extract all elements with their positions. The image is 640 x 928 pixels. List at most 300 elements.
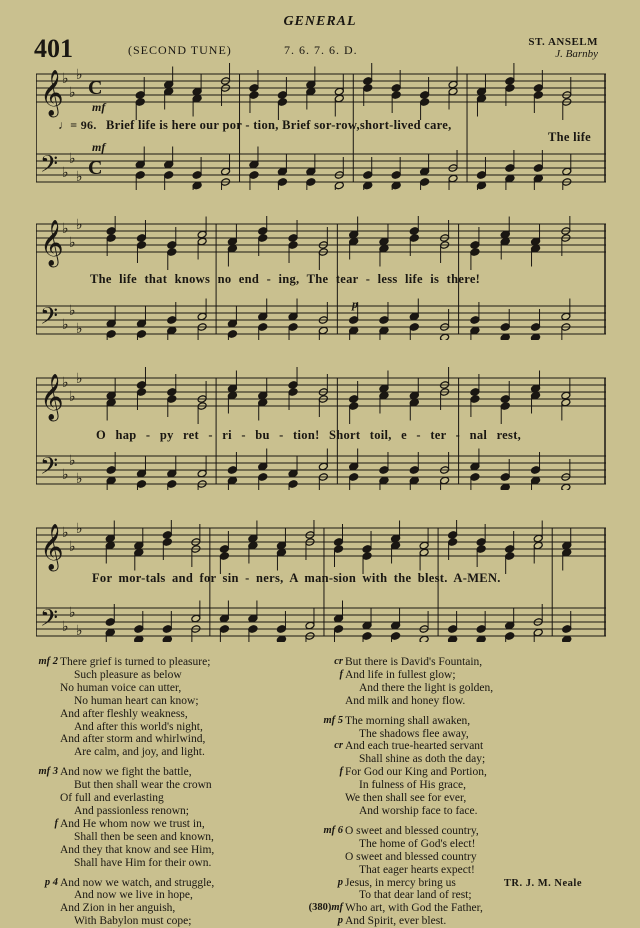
note-head	[533, 628, 543, 637]
note-head	[470, 316, 480, 325]
note-head	[505, 552, 515, 561]
note-head	[362, 632, 372, 641]
note-head	[164, 80, 174, 89]
note-head	[277, 98, 287, 107]
note-head	[258, 473, 268, 482]
flat-icon: ♭	[76, 218, 83, 233]
note-head	[135, 160, 145, 169]
note-head	[167, 241, 177, 250]
note-head	[349, 237, 359, 246]
note-head	[391, 171, 401, 180]
verse-line: Are calm, and joy, and light.	[74, 746, 205, 759]
verse-line: Such pleasure as below	[74, 668, 182, 681]
note-head	[533, 174, 543, 183]
note-head	[106, 319, 116, 328]
note-head	[162, 538, 172, 547]
note-head	[500, 473, 510, 482]
verse-line: We then shall see for ever,	[345, 792, 467, 805]
note-head	[227, 466, 237, 475]
verse-line: With Babylon must cope;	[74, 915, 192, 928]
note-head	[533, 84, 543, 93]
lyric-line-4: For mor-tals and for sin - ners, A man-sion with the blest. A-MEN.	[92, 571, 501, 585]
dynamic-mf-treble: mf	[92, 100, 106, 114]
note-head	[470, 248, 480, 257]
note-head	[221, 167, 231, 176]
note-head	[258, 462, 268, 471]
note-head	[349, 395, 359, 404]
note-head	[288, 241, 298, 250]
note-head	[288, 234, 298, 243]
flat-icon: ♭	[76, 68, 83, 83]
verse-line: No human voice can utter,	[60, 681, 182, 694]
flat-icon: ♭	[62, 72, 69, 87]
note-head	[258, 227, 268, 236]
verse-line: Shall have Him for their own.	[74, 856, 212, 869]
note-head	[349, 473, 359, 482]
note-head	[409, 227, 419, 236]
note-head	[533, 164, 543, 173]
verse-line: p 4 And now we watch, and struggle,	[60, 877, 330, 890]
note-head	[136, 234, 146, 243]
note-head	[505, 77, 515, 86]
note-head	[505, 164, 515, 173]
dynamic-mark: p	[337, 915, 343, 927]
meter: 7. 6. 7. 6. D.	[284, 43, 358, 57]
note-head	[305, 621, 315, 630]
note-head	[363, 84, 373, 93]
note-head	[349, 402, 359, 411]
flat-icon: ♭	[69, 454, 76, 469]
verse-line: But then shall wear the crown	[74, 779, 212, 792]
note-head	[277, 178, 287, 187]
note-head	[106, 234, 116, 243]
note-head	[105, 628, 115, 637]
note-head	[531, 323, 541, 332]
note-head	[227, 330, 237, 339]
note-head	[276, 548, 286, 557]
verse-line: f And He whom now we trust in,	[60, 818, 330, 831]
verse-line: And now we live in hope,	[74, 889, 193, 902]
note-head	[258, 312, 268, 321]
verse-line: p And Spirit, ever blest.	[345, 915, 605, 928]
note-head	[248, 625, 258, 634]
note-head	[136, 388, 146, 397]
bass-clef-icon: 𝄢	[40, 302, 59, 335]
note-head	[500, 323, 510, 332]
verse-line: And they that know and see Him,	[60, 843, 215, 856]
note-head	[561, 391, 571, 400]
verse-line: And there the light is golden,	[359, 681, 494, 694]
dynamic-mark: mf 3	[38, 766, 58, 778]
note-head	[164, 87, 174, 96]
verse-line: mf 2 There grief is turned to pleasure;	[60, 656, 330, 669]
verse-line: And after storm and whirlwind,	[60, 733, 206, 746]
note-head	[420, 167, 430, 176]
note-head	[562, 548, 572, 557]
flat-icon: ♭	[76, 170, 83, 185]
dynamic-mark: mf	[331, 902, 343, 914]
note-head	[227, 237, 237, 246]
note-head	[500, 395, 510, 404]
lyric-line-2: The life that knows no end - ing, The tear - less life is there!	[90, 272, 481, 286]
note-head	[167, 326, 177, 335]
note-head	[136, 241, 146, 250]
note-head	[197, 469, 207, 478]
note-head	[531, 384, 541, 393]
verse-line: And Zion in her anguish,	[60, 902, 176, 915]
note-head	[379, 476, 389, 485]
note-head	[106, 476, 116, 485]
note-head	[391, 632, 401, 641]
flat-icon: ♭	[62, 526, 69, 541]
common-time-icon: C	[88, 157, 103, 179]
note-head	[135, 91, 145, 100]
note-head	[349, 462, 359, 471]
note-head	[379, 316, 389, 325]
note-head	[192, 94, 202, 103]
note-head	[192, 171, 202, 180]
verse-line: f And life in fullest glow;	[345, 669, 605, 682]
verse-line: And passionless renown;	[74, 804, 189, 817]
flat-icon: ♭	[76, 322, 83, 337]
note-head	[334, 538, 344, 547]
note-head	[136, 330, 146, 339]
note-head	[379, 384, 389, 393]
note-head	[419, 548, 429, 557]
flat-icon: ♭	[69, 152, 76, 167]
note-head	[531, 391, 541, 400]
note-head	[476, 545, 486, 554]
note-head	[533, 91, 543, 100]
note-head	[349, 316, 359, 325]
note-head	[409, 398, 419, 407]
flat-icon: ♭	[62, 620, 69, 635]
verses-left-column	[38, 656, 330, 928]
note-head	[106, 227, 116, 236]
flat-icon: ♭	[76, 522, 83, 537]
note-head	[197, 237, 207, 246]
note-head	[136, 480, 146, 489]
note-head	[419, 541, 429, 550]
note-head	[533, 534, 543, 543]
note-head	[258, 391, 268, 400]
note-head	[470, 473, 480, 482]
verse-line: cr And each true-hearted servant	[345, 740, 605, 753]
note-head	[136, 381, 146, 390]
note-head	[192, 181, 202, 190]
verse-line: f For God our King and Portion,	[345, 766, 605, 779]
note-head	[164, 160, 174, 169]
note-head	[249, 84, 259, 93]
note-head	[134, 625, 144, 634]
verse-line: O sweet and blessed country	[345, 850, 477, 863]
flat-icon: ♭	[62, 166, 69, 181]
verse-line: Shall then be seen and known,	[74, 830, 214, 843]
note-head	[448, 80, 458, 89]
note-head	[164, 171, 174, 180]
note-head	[363, 77, 373, 86]
flat-icon: ♭	[69, 390, 76, 405]
note-head	[533, 541, 543, 550]
note-head	[227, 319, 237, 328]
note-head	[167, 480, 177, 489]
translator: TR. J. M. Neale	[503, 878, 582, 889]
verse-line: In fulness of His grace,	[359, 779, 466, 792]
tune-name: ST. ANSELM	[528, 36, 598, 48]
note-head	[409, 391, 419, 400]
note-head	[288, 469, 298, 478]
note-head	[476, 87, 486, 96]
note-head	[349, 230, 359, 239]
note-head	[219, 552, 229, 561]
treble-clef-icon: 𝄞	[40, 220, 64, 266]
note-head	[379, 244, 389, 253]
note-head	[288, 480, 298, 489]
note-head	[219, 614, 229, 623]
note-head	[276, 625, 286, 634]
note-head	[135, 171, 145, 180]
note-head	[105, 541, 115, 550]
note-head	[448, 538, 458, 547]
note-head	[167, 395, 177, 404]
verse-line: And milk and honey flow.	[345, 694, 466, 707]
verse-line: And after fleshly weakness,	[60, 707, 188, 720]
note-head	[448, 531, 458, 540]
verse-line: And after this world's night,	[74, 720, 203, 733]
bass-clef-icon: 𝄢	[40, 604, 59, 637]
note-head	[363, 181, 373, 190]
note-head	[134, 548, 144, 557]
note-head	[277, 91, 287, 100]
note-head	[531, 244, 541, 253]
note-head	[420, 91, 430, 100]
hymn-number: 401	[34, 34, 73, 63]
note-head	[409, 312, 419, 321]
section-title: GENERAL	[283, 14, 357, 29]
note-head	[379, 326, 389, 335]
treble-clef-icon: 𝄞	[40, 70, 64, 116]
note-head	[470, 395, 480, 404]
verse-line: Shall shine as doth the day;	[359, 753, 486, 766]
note-head	[318, 462, 328, 471]
verse-line: Of full and everlasting	[60, 792, 164, 805]
note-head	[192, 87, 202, 96]
note-head	[362, 552, 372, 561]
note-head	[136, 319, 146, 328]
bass-clef-icon: 𝄢	[40, 150, 59, 183]
note-head	[476, 181, 486, 190]
note-head	[306, 167, 316, 176]
tempo-marking: ♩= 96.	[58, 118, 97, 132]
note-head	[162, 531, 172, 540]
note-head	[409, 323, 419, 332]
note-head	[334, 181, 344, 190]
note-head	[470, 241, 480, 250]
note-head	[135, 98, 145, 107]
note-head	[500, 230, 510, 239]
note-head	[248, 534, 258, 543]
note-head	[106, 391, 116, 400]
lyric-line-1b: The life	[548, 130, 592, 144]
note-head	[409, 234, 419, 243]
note-head	[349, 326, 359, 335]
note-head	[162, 625, 172, 634]
note-head	[227, 391, 237, 400]
note-head	[248, 614, 258, 623]
dynamic-mark: mf 6	[323, 824, 343, 836]
note-head	[476, 538, 486, 547]
dynamic-mark: cr	[334, 656, 343, 667]
note-head	[306, 178, 316, 187]
note-head	[306, 80, 316, 89]
note-head	[531, 476, 541, 485]
dynamic-mark: f	[339, 668, 343, 680]
note-head	[191, 614, 201, 623]
note-head	[391, 621, 401, 630]
note-head	[167, 469, 177, 478]
note-head	[476, 625, 486, 634]
note-head	[363, 171, 373, 180]
lyric-line-1: Brief life is here our por - tion, Brief sor-row,short-lived care,	[106, 118, 452, 132]
flat-icon: ♭	[62, 318, 69, 333]
note-head	[470, 462, 480, 471]
note-head	[258, 398, 268, 407]
note-head	[136, 469, 146, 478]
note-head	[197, 230, 207, 239]
verse-line: And worship face to face.	[359, 804, 478, 817]
dynamic-mark: cr	[334, 740, 343, 752]
note-head	[288, 381, 298, 390]
note-head	[500, 402, 510, 411]
note-head	[391, 181, 401, 190]
note-head	[362, 545, 372, 554]
dynamic-mark: mf 2	[38, 656, 58, 667]
flat-icon: ♭	[69, 86, 76, 101]
flat-icon: ♭	[69, 606, 76, 621]
note-head	[505, 621, 515, 630]
verse-line: To that dear land of rest;	[359, 889, 472, 902]
verse-line: The shadows flee away,	[359, 727, 469, 740]
verse-line: p Jesus, in mercy bring us	[345, 877, 605, 890]
note-head	[562, 541, 572, 550]
note-head	[448, 174, 458, 183]
note-head	[318, 326, 328, 335]
note-head	[227, 384, 237, 393]
flat-icon: ♭	[62, 222, 69, 237]
verse-line: mf Who art, with God the Father,	[345, 902, 605, 915]
note-head	[448, 87, 458, 96]
note-head	[334, 94, 344, 103]
note-head	[505, 545, 515, 554]
dynamic-mark: mf 5	[323, 714, 343, 726]
note-head	[362, 621, 372, 630]
note-head	[219, 625, 229, 634]
dynamic-mark: f	[339, 766, 343, 778]
flat-icon: ♭	[69, 304, 76, 319]
note-head	[562, 625, 572, 634]
note-head	[288, 388, 298, 397]
note-head	[531, 237, 541, 246]
note-head	[391, 534, 401, 543]
note-head	[167, 248, 177, 257]
dynamic-mark: p 4	[44, 876, 58, 888]
note-head	[391, 541, 401, 550]
note-head	[106, 330, 116, 339]
note-head	[134, 541, 144, 550]
note-head	[334, 545, 344, 554]
flat-icon: ♭	[62, 376, 69, 391]
flat-icon: ♭	[76, 472, 83, 487]
note-head	[249, 160, 259, 169]
note-head	[561, 312, 571, 321]
verse-line: mf 6 O sweet and blessed country,	[345, 825, 605, 838]
note-head	[391, 91, 401, 100]
note-head	[227, 244, 237, 253]
treble-clef-icon: 𝄞	[40, 524, 64, 570]
note-head	[420, 178, 430, 187]
note-head	[106, 398, 116, 407]
note-head	[440, 476, 450, 485]
note-head	[105, 534, 115, 543]
note-head	[420, 98, 430, 107]
verse-line: That eager hearts expect!	[359, 863, 475, 876]
composer: J. Barnby	[555, 48, 598, 60]
dynamic-p: p	[352, 297, 358, 311]
tune-label: (SECOND TUNE)	[128, 43, 232, 57]
verse-line: No human heart can know;	[74, 694, 199, 707]
note-head	[505, 632, 515, 641]
flat-icon: ♭	[76, 624, 83, 639]
note-head	[448, 625, 458, 634]
note-head	[470, 326, 480, 335]
verse-line: mf 5 The morning shall awaken,	[345, 715, 605, 728]
verse-line: The home of God's elect!	[359, 837, 476, 850]
note-head	[277, 167, 287, 176]
common-time-icon: C	[88, 77, 103, 99]
lyric-line-3: O hap - py ret - ri - bu - tion! Short toil, e - ter - nal rest,	[96, 428, 522, 442]
note-head	[379, 237, 389, 246]
flat-icon: ♭	[62, 468, 69, 483]
dynamic-mf-bass: mf	[92, 140, 106, 154]
note-head	[379, 466, 389, 475]
note-head	[258, 234, 268, 243]
note-head	[167, 316, 177, 325]
treble-clef-icon: 𝄞	[40, 374, 64, 420]
note-head	[288, 312, 298, 321]
note-head	[409, 476, 419, 485]
flat-icon: ♭	[69, 540, 76, 555]
note-head	[105, 618, 115, 627]
verse-line: mf 3 And now we fight the battle,	[60, 766, 330, 779]
dynamic-mark: f	[54, 817, 58, 829]
note-head	[276, 541, 286, 550]
note-head	[227, 476, 237, 485]
note-head	[334, 87, 344, 96]
note-head	[505, 84, 515, 93]
dynamic-mark: p	[337, 876, 343, 888]
note-head	[505, 174, 515, 183]
note-head	[379, 391, 389, 400]
note-head	[106, 466, 116, 475]
note-head	[561, 398, 571, 407]
flat-icon: ♭	[76, 372, 83, 387]
verse-line: cr But there is David's Fountain,	[345, 656, 605, 669]
note-head	[391, 84, 401, 93]
note-head	[249, 91, 259, 100]
note-head	[258, 323, 268, 332]
note-head	[531, 466, 541, 475]
note-head	[334, 614, 344, 623]
